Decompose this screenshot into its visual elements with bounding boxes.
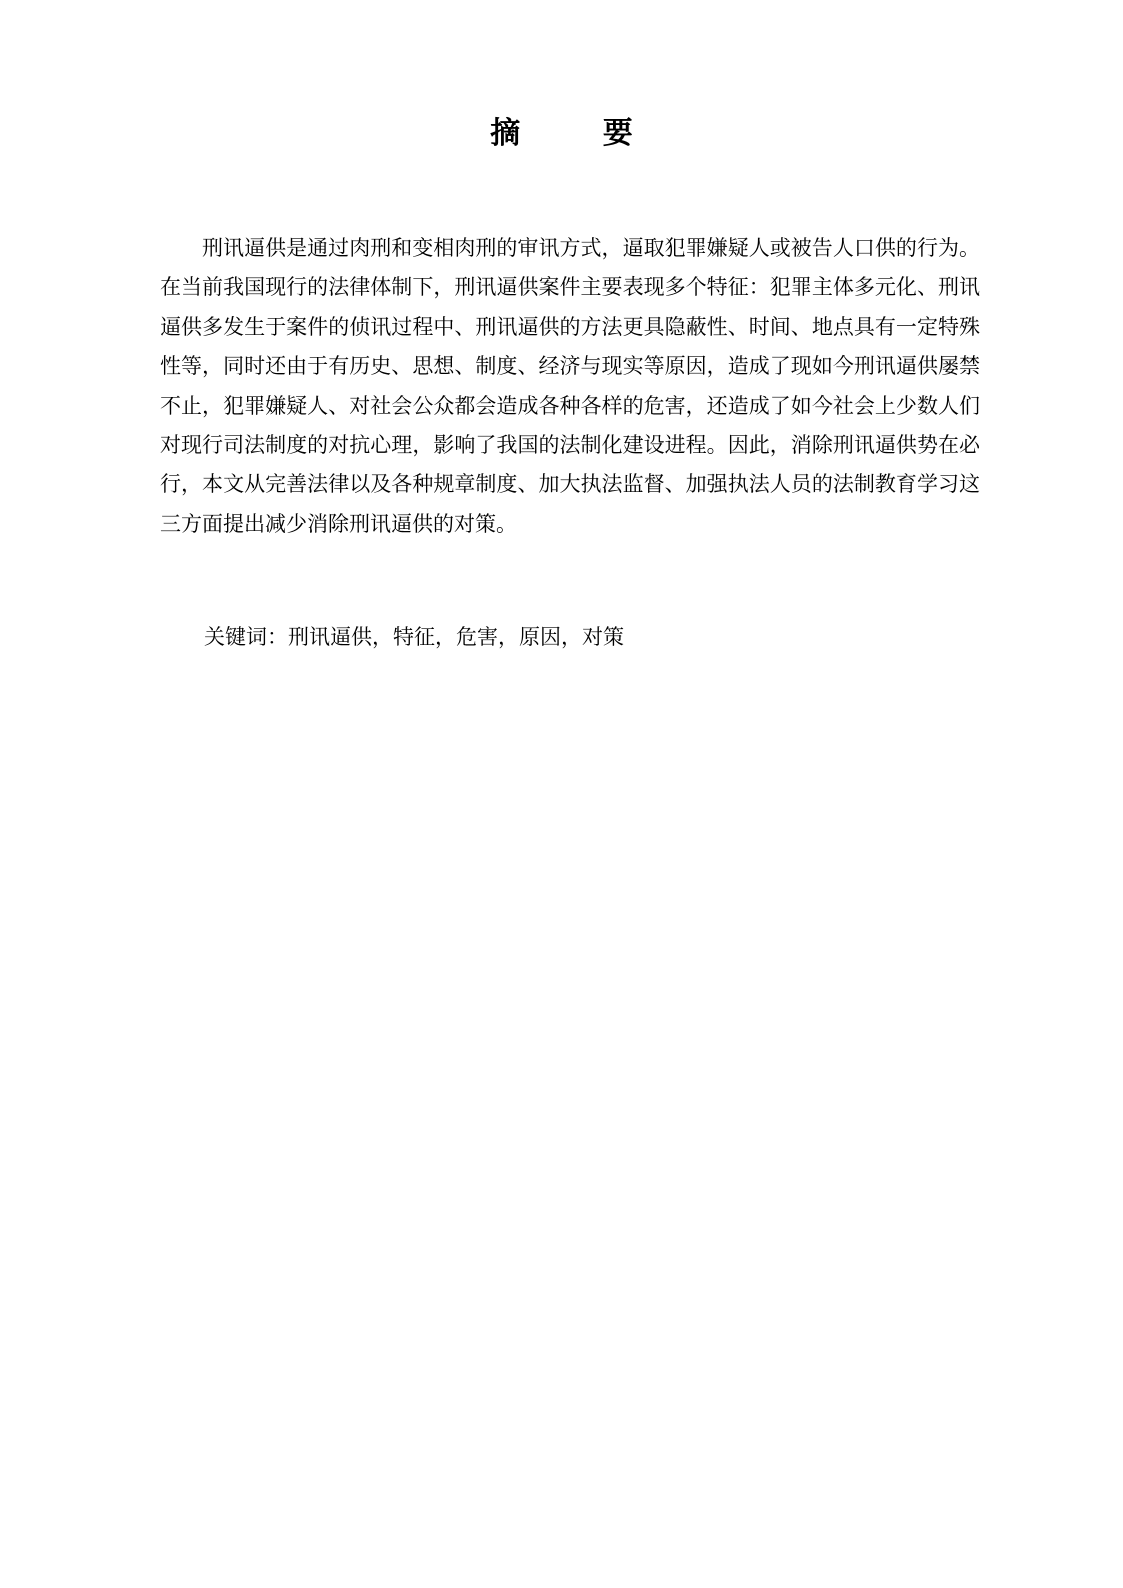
keywords-line: 关键词：刑讯逼供，特征，危害，原因，对策 — [204, 625, 624, 649]
abstract-body: 刑讯逼供是通过肉刑和变相肉刑的审讯方式，逼取犯罪嫌疑人或被告人口供的行为。在当前我国现行的法律体制下，刑讯逼供案件主要表现多个特征：犯罪主体多元化、刑讯逼供多发生于案件的侦讯过程中、刑讯逼供的方法更具隐蔽性、时间、地点具有一定特殊性等，同时还由于有历史、思想、制度、经济与现实等原因，造成了现如今刑讯逼供屡禁不止，犯罪嫌疑人、对社会公众都会造成各种各样的危害，还造成了如今社会上少数人们对现行司法制度的对抗心理，影响了我国的法制化建设进程。因此，消除刑讯逼供势在必行，本文从完善法律以及各种规章制度、加大执法监督、加强执法人员的法制教育学习这三方面提出减少消除刑讯逼供的对策。 — [160, 236, 980, 536]
abstract-title: 摘 要 — [490, 116, 669, 151]
